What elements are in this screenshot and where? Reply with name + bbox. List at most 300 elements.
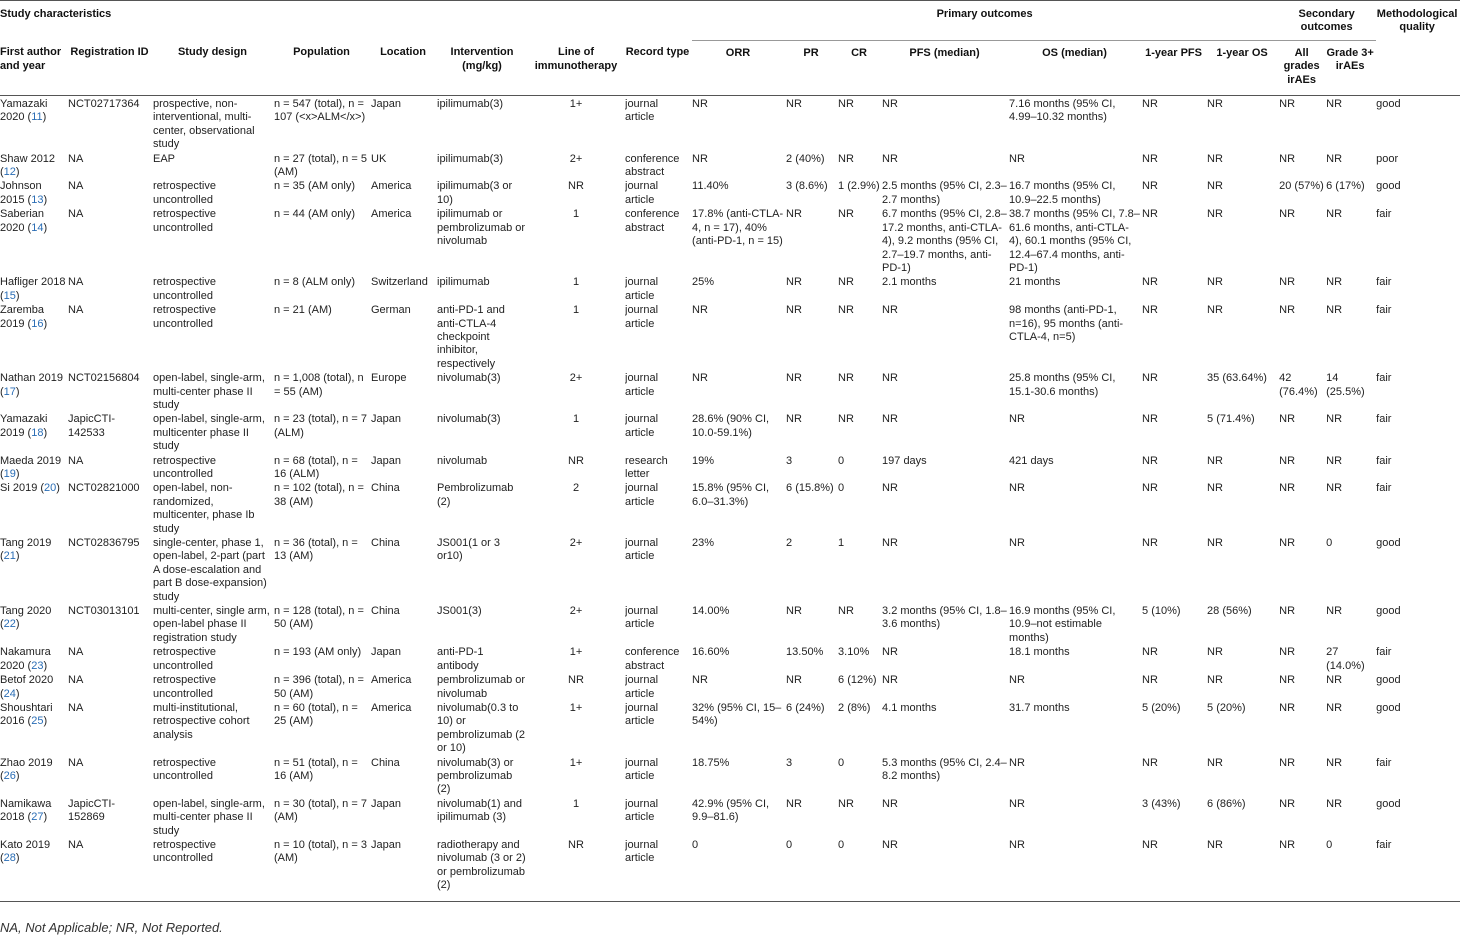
- cell-pr: 2: [786, 537, 793, 550]
- author-year: Yamazaki 2020: [0, 98, 48, 124]
- cell-line: 2+: [569, 152, 583, 165]
- cell-os1: NR: [1207, 454, 1223, 467]
- cell-pr: NR: [786, 605, 802, 618]
- cell-irae: 20 (57%): [1279, 180, 1324, 193]
- cell-design: retrospective uncontrolled: [153, 180, 216, 206]
- cell-orr: 15.8% (95% CI, 6.0–31.3%): [692, 482, 770, 508]
- cell-os1: NR: [1207, 98, 1223, 111]
- cell-population: n = 547 (total), n = 107 (<x>ALM</x>): [274, 98, 366, 124]
- table-row: [0, 412, 1460, 453]
- reference-link[interactable]: 27: [31, 811, 44, 824]
- cell-record: research letter: [625, 454, 668, 480]
- table-row: [0, 481, 1460, 536]
- cell-population: n = 51 (total), n = 16 (AM): [274, 756, 358, 782]
- cell-population: n = 44 (AM only): [274, 208, 356, 221]
- cell-os1: NR: [1207, 276, 1223, 289]
- cell-location: Japan: [371, 797, 401, 810]
- cell-pfs1: NR: [1142, 674, 1158, 687]
- cell-line: NR: [568, 454, 584, 467]
- cell-irae: NR: [1279, 701, 1296, 714]
- reference-link[interactable]: 14: [31, 221, 44, 234]
- cell-location: China: [371, 605, 400, 618]
- cell-intervention: nivolumab: [437, 454, 488, 467]
- table-row: [0, 303, 1460, 371]
- cell-line: NR: [568, 180, 584, 193]
- cell-reg: NA: [68, 276, 84, 289]
- cell-author: Tang 2020 (22): [0, 605, 52, 631]
- cell-orr: 19%: [692, 454, 715, 467]
- table-row: [0, 207, 1460, 275]
- cell-os1: 35 (63.64%): [1207, 372, 1267, 385]
- cell-reg: NA: [68, 756, 84, 769]
- group-methodological-quality: Methodological quality: [1376, 1, 1460, 41]
- column-header: Registration ID: [68, 40, 153, 95]
- cell-reg: NA: [68, 454, 84, 467]
- cell-reg: NCT02821000: [68, 482, 140, 495]
- cell-record: journal article: [625, 797, 659, 824]
- cell-intervention: radiotherapy and nivolumab (3 or 2) or pembrolizumab (2): [437, 838, 529, 901]
- column-header: Location: [371, 40, 437, 95]
- cell-author: Nakamura 2020 (23): [0, 646, 51, 672]
- group-primary-outcomes: Primary outcomes: [692, 1, 1279, 41]
- cell-g3: 27 (14.0%): [1326, 646, 1365, 672]
- cell-location: Japan: [371, 413, 401, 426]
- cell-location: America: [371, 674, 412, 687]
- cell-cr: NR: [838, 605, 854, 618]
- cell-population: n = 21 (AM): [274, 304, 332, 317]
- column-header: 1-year OS: [1207, 40, 1279, 95]
- author-year: Maeda 2019: [0, 454, 62, 467]
- author-year: Hafliger 2018: [0, 276, 66, 289]
- cell-pr: NR: [786, 304, 802, 317]
- cell-pfs: NR: [882, 838, 1009, 901]
- cell-irae: NR: [1279, 605, 1296, 618]
- author-year: Shoushtari 2016: [0, 701, 53, 728]
- cell-line: NR: [529, 838, 625, 901]
- cell-pr: 13.50%: [786, 646, 824, 659]
- cell-line: 2+: [569, 537, 583, 550]
- cell-irae: NR: [1279, 537, 1296, 550]
- table-footnote: NA, Not Applicable; NR, Not Reported.: [0, 920, 223, 935]
- cell-author: Kato 2019 (28): [0, 838, 68, 901]
- reference-link[interactable]: 18: [31, 426, 44, 439]
- cell-os: 18.1 months: [1009, 646, 1070, 659]
- cell-pfs1: NR: [1142, 454, 1158, 467]
- cell-record: journal article: [625, 605, 659, 631]
- cell-design: open-label, single-arm, multicenter phase II study: [153, 413, 265, 453]
- cell-irae: NR: [1279, 482, 1296, 495]
- cell-intervention: nivolumab(0.3 to 10) or pembrolizumab (2 or 10): [437, 701, 526, 755]
- cell-pfs1: NR: [1142, 756, 1158, 769]
- cell-cr: NR: [838, 98, 854, 111]
- group-header-row: [0, 1, 1460, 41]
- cell-g3: NR: [1326, 98, 1343, 111]
- cell-reg: JapicCTI-142533: [68, 413, 116, 439]
- cell-record: journal article: [625, 482, 659, 508]
- cell-pfs: NR: [882, 372, 898, 385]
- cell-quality: good: [1376, 605, 1401, 618]
- table-row: [0, 96, 1460, 152]
- cell-population: n = 102 (total), n = 38 (AM): [274, 482, 364, 508]
- cell-design: single-center, phase 1, open-label, 2-part (part A dose-escalation and part B dose-expansion) study: [153, 537, 267, 603]
- cell-irae: NR: [1279, 674, 1296, 687]
- cell-line: 2+: [569, 372, 583, 385]
- cell-intervention: ipilimumab(3 or 10): [437, 180, 513, 206]
- cell-quality: fair: [1376, 482, 1392, 495]
- reference-link[interactable]: 16: [31, 317, 44, 330]
- cell-intervention: Pembrolizumab (2): [437, 482, 514, 508]
- cell-population: n = 23 (total), n = 7 (ALM): [274, 413, 367, 439]
- cell-quality: fair: [1376, 413, 1392, 426]
- table-row: [0, 179, 1460, 207]
- cell-record: journal article: [625, 674, 659, 700]
- cell-author: Johnson 2015 (13): [0, 180, 48, 206]
- cell-pfs1: NR: [1142, 372, 1158, 385]
- cell-os1: NR: [1207, 304, 1223, 317]
- reference-link[interactable]: 11: [31, 111, 43, 124]
- cell-os1: 6 (86%): [1207, 797, 1246, 810]
- author-year: Si 2019: [0, 482, 38, 495]
- cell-os: 38.7 months (95% CI, 7.8–61.6 months, anti-CTLA-4), 60.1 months (95% CI, 12.4–67.4 months, anti-PD-1): [1009, 208, 1140, 274]
- cell-os1: NR: [1207, 482, 1223, 495]
- cell-design: multi-center, single arm, open-label phase II registration study: [153, 605, 270, 644]
- cell-quality: fair: [1376, 646, 1392, 659]
- cell-design: open-label, non-randomized, multicenter, phase Ib study: [153, 482, 255, 535]
- column-header: ORR: [692, 40, 786, 95]
- cell-os: 16.7 months (95% CI, 10.9–22.5 months): [1009, 180, 1116, 206]
- cell-line: NR: [568, 674, 584, 687]
- cell-population: n = 68 (total), n = 16 (ALM): [274, 454, 358, 480]
- cell-os1: NR: [1207, 537, 1223, 550]
- cell-g3: 14 (25.5%): [1326, 372, 1365, 398]
- author-year: Yamazaki 2019: [0, 413, 48, 439]
- cell-quality: fair: [1376, 756, 1392, 769]
- cell-location: German: [371, 304, 411, 317]
- cell-reg: NCT03013101: [68, 605, 140, 618]
- table-row: [0, 275, 1460, 303]
- table-row: [0, 645, 1460, 673]
- cell-record: journal article: [625, 838, 692, 901]
- cell-quality: poor: [1376, 152, 1399, 165]
- cell-quality: good: [1376, 180, 1401, 193]
- author-year: Nakamura 2020: [0, 646, 51, 672]
- cell-irae: NR: [1279, 454, 1296, 467]
- cell-cr: 3.10%: [838, 646, 870, 659]
- cell-pfs1: 3 (43%): [1142, 797, 1181, 810]
- cell-pfs1: 5 (20%): [1142, 701, 1181, 714]
- author-year: Zhao 2019: [0, 756, 53, 769]
- cell-pfs: NR: [882, 537, 898, 550]
- cell-author: Yamazaki 2020 (11): [0, 98, 48, 124]
- cell-design: retrospective uncontrolled: [153, 674, 216, 700]
- cell-pr: 6 (15.8%): [786, 482, 834, 495]
- column-header-row: [0, 40, 1460, 95]
- cell-author: Shaw 2012 (12): [0, 152, 56, 179]
- reference-link[interactable]: 21: [3, 550, 16, 563]
- cell-orr: 0: [692, 838, 786, 901]
- cell-author: Nathan 2019 (17): [0, 372, 63, 398]
- cell-irae: NR: [1279, 276, 1296, 289]
- cell-design: open-label, single-arm, multi-center phase II study: [153, 372, 265, 411]
- cell-pfs: NR: [882, 797, 898, 810]
- cell-pfs1: 5 (10%): [1142, 605, 1181, 618]
- group-secondary-outcomes: Secondary outcomes: [1279, 1, 1376, 41]
- column-header: OS (median): [1009, 40, 1142, 95]
- cell-reg: NCT02156804: [68, 372, 140, 385]
- reference-link[interactable]: 26: [3, 769, 16, 782]
- table-row: [0, 536, 1460, 604]
- cell-orr: 42.9% (95% CI, 9.9–81.6): [692, 797, 770, 824]
- reference-link[interactable]: 12: [3, 166, 16, 179]
- cell-design: open-label, single-arm, multi-center phase II study: [153, 797, 265, 837]
- column-header: Intervention (mg/kg): [437, 40, 529, 95]
- reference-link[interactable]: 13: [31, 193, 44, 206]
- cell-population: n = 10 (total), n = 3 (AM): [274, 838, 371, 901]
- reference-link[interactable]: 19: [3, 468, 16, 480]
- cell-pr: 3 (8.6%): [786, 180, 828, 193]
- table-row: [0, 756, 1460, 797]
- cell-location: China: [371, 537, 400, 550]
- cell-quality: good: [1376, 674, 1401, 687]
- reference-link[interactable]: 23: [31, 659, 44, 672]
- cell-design: multi-institutional, retrospective cohort analysis: [153, 701, 250, 741]
- cell-pr: NR: [786, 372, 802, 385]
- cell-pr: 2 (40%): [786, 152, 825, 165]
- cell-record: journal article: [625, 701, 659, 728]
- cell-intervention: nivolumab(3): [437, 372, 501, 385]
- cell-os: 31.7 months: [1009, 701, 1070, 714]
- table-row: [0, 701, 1460, 756]
- cell-line: 2: [572, 482, 580, 495]
- author-year: Tang 2020: [0, 605, 52, 618]
- cell-location: Japan: [371, 454, 401, 467]
- reference-link[interactable]: 22: [3, 618, 16, 631]
- table-row: [0, 604, 1460, 645]
- table-row: [0, 371, 1460, 412]
- cell-quality: good: [1376, 701, 1401, 714]
- cell-pr: 6 (24%): [786, 701, 825, 714]
- cell-record: journal article: [625, 180, 659, 206]
- cell-os1: NR: [1207, 838, 1279, 901]
- cell-population: n = 1,008 (total), n = 55 (AM): [274, 372, 364, 398]
- column-header: PFS (median): [882, 40, 1009, 95]
- cell-author: Zaremba 2019 (16): [0, 304, 48, 330]
- cell-reg: NA: [68, 180, 84, 193]
- cell-design: retrospective uncontrolled: [153, 304, 216, 330]
- cell-intervention: nivolumab(3): [437, 413, 501, 426]
- cell-irae: NR: [1279, 304, 1296, 317]
- cell-pr: NR: [786, 797, 802, 810]
- table-header: [0, 1, 1460, 96]
- cell-line: 1+: [569, 646, 583, 659]
- cell-quality: fair: [1376, 454, 1392, 467]
- cell-intervention: pembrolizumab or nivolumab: [437, 674, 526, 700]
- column-header: Study design: [153, 40, 274, 95]
- cell-irae: NR: [1279, 413, 1296, 426]
- cell-os: 98 months (anti-PD-1, n=16), 95 months (anti-CTLA-4, n=5): [1009, 304, 1124, 343]
- cell-os: NR: [1009, 537, 1025, 550]
- cell-os: NR: [1009, 838, 1142, 901]
- cell-author: Tang 2019 (21): [0, 537, 52, 563]
- cell-record: journal article: [625, 413, 659, 439]
- cell-os: NR: [1009, 797, 1025, 810]
- cell-irae: NR: [1279, 838, 1326, 901]
- author-year: Saberian 2020: [0, 208, 45, 234]
- cell-orr: 32% (95% CI, 15–54%): [692, 701, 782, 728]
- cell-design: retrospective uncontrolled: [153, 208, 216, 234]
- reference-link[interactable]: 20: [44, 482, 57, 495]
- cell-orr: NR: [692, 674, 708, 687]
- cell-pfs: NR: [882, 674, 898, 687]
- cell-pr: 3: [786, 756, 793, 769]
- cell-os1: NR: [1207, 152, 1223, 165]
- cell-line: 1: [572, 208, 580, 221]
- cell-cr: 0: [838, 482, 845, 495]
- reference-link[interactable]: 15: [3, 289, 16, 302]
- cell-line: 1+: [569, 756, 583, 769]
- cell-orr: 28.6% (90% CI, 10.0-59.1%): [692, 413, 770, 439]
- cell-population: n = 193 (AM only): [274, 646, 362, 659]
- cell-quality: fair: [1376, 838, 1460, 901]
- cell-quality: good: [1376, 797, 1401, 810]
- cell-line: 2+: [569, 605, 583, 618]
- cell-intervention: ipilimumab: [437, 276, 490, 289]
- cell-location: China: [371, 756, 400, 769]
- cell-g3: NR: [1326, 152, 1343, 165]
- cell-cr: NR: [838, 276, 854, 289]
- cell-g3: NR: [1326, 454, 1343, 467]
- cell-pfs1: NR: [1142, 413, 1158, 426]
- cell-cr: NR: [838, 413, 854, 426]
- cell-cr: 1 (2.9%): [838, 180, 880, 193]
- cell-quality: fair: [1376, 276, 1392, 289]
- cell-location: America: [371, 180, 412, 193]
- cell-pfs: 5.3 months (95% CI, 2.4–8.2 months): [882, 756, 1007, 782]
- cell-location: Japan: [371, 838, 437, 901]
- table-row: [0, 838, 1460, 901]
- cell-g3: NR: [1326, 413, 1343, 426]
- cell-irae: NR: [1279, 152, 1296, 165]
- author-year: Betof 2020: [0, 674, 54, 687]
- cell-pfs: 2.1 months: [882, 276, 937, 289]
- cell-author: Yamazaki 2019 (18): [0, 413, 48, 439]
- cell-author: Namikawa 2018 (27): [0, 797, 52, 824]
- cell-intervention: anti-PD-1 antibody: [437, 646, 484, 672]
- cell-author: Zhao 2019 (26): [0, 756, 53, 782]
- cell-author: Saberian 2020 (14): [0, 208, 48, 234]
- cell-record: conference abstract: [625, 152, 680, 179]
- column-header: All grades irAEs: [1279, 40, 1326, 95]
- cell-os: 7.16 months (95% CI, 4.99–10.32 months): [1009, 98, 1116, 124]
- cell-pfs: NR: [882, 152, 898, 165]
- cell-reg: NA: [68, 208, 84, 221]
- column-header: Grade 3+ irAEs: [1326, 40, 1376, 95]
- author-year: Shaw 2012: [0, 152, 56, 165]
- cell-cr: NR: [838, 208, 854, 221]
- cell-cr: NR: [838, 372, 854, 385]
- cell-pfs1: NR: [1142, 646, 1158, 659]
- cell-pfs: 197 days: [882, 454, 927, 467]
- reference-link[interactable]: 28: [3, 852, 16, 865]
- cell-reg: NA: [68, 152, 84, 165]
- cell-irae: NR: [1279, 98, 1296, 111]
- cell-pfs1: NR: [1142, 152, 1158, 165]
- cell-pfs: NR: [882, 482, 898, 495]
- cell-reg: JapicCTI-152869: [68, 797, 116, 824]
- cell-os: NR: [1009, 482, 1025, 495]
- cell-g3: NR: [1326, 276, 1343, 289]
- cell-irae: NR: [1279, 646, 1296, 659]
- table-row: [0, 152, 1460, 180]
- cell-cr: NR: [838, 152, 854, 165]
- cell-intervention: ipilimumab(3): [437, 98, 504, 111]
- cell-location: America: [371, 208, 412, 221]
- cell-pfs1: NR: [1142, 276, 1158, 289]
- author-year: Kato 2019: [0, 838, 51, 851]
- cell-os1: 5 (71.4%): [1207, 413, 1255, 426]
- cell-os1: NR: [1207, 756, 1223, 769]
- cell-pr: NR: [786, 276, 802, 289]
- cell-pfs1: NR: [1142, 537, 1158, 550]
- cell-population: n = 396 (total), n = 50 (AM): [274, 674, 364, 700]
- cell-g3: 6 (17%): [1326, 180, 1365, 193]
- cell-pfs1: NR: [1142, 208, 1158, 221]
- reference-link[interactable]: 25: [31, 715, 44, 728]
- cell-orr: 23%: [692, 537, 715, 550]
- cell-record: conference abstract: [625, 646, 680, 672]
- cell-population: n = 36 (total), n = 13 (AM): [274, 537, 358, 563]
- cell-location: China: [371, 482, 400, 495]
- cell-line: 1+: [569, 98, 583, 111]
- cell-pr: NR: [786, 208, 802, 221]
- cell-irae: 42 (76.4%): [1279, 372, 1318, 398]
- cell-os1: 28 (56%): [1207, 605, 1252, 618]
- reference-link[interactable]: 24: [3, 687, 16, 700]
- cell-pfs: 3.2 months (95% CI, 1.8–3.6 months): [882, 605, 1007, 631]
- reference-link[interactable]: 17: [3, 385, 16, 398]
- cell-orr: 14.00%: [692, 605, 730, 618]
- cell-population: n = 8 (ALM only): [274, 276, 356, 289]
- cell-location: America: [371, 701, 412, 714]
- column-header: 1-year PFS: [1142, 40, 1207, 95]
- cell-record: journal article: [625, 537, 659, 563]
- cell-design: prospective, non-interventional, multi-center, observational study: [153, 98, 255, 151]
- cell-cr: 1: [838, 537, 845, 550]
- cell-pfs: NR: [882, 98, 898, 111]
- cell-author: Si 2019 (20): [0, 482, 60, 495]
- cell-quality: good: [1376, 98, 1401, 111]
- cell-intervention: JS001(3): [437, 605, 482, 618]
- cell-record: journal article: [625, 98, 659, 124]
- cell-line: 1+: [569, 701, 583, 714]
- cell-pfs1: NR: [1142, 482, 1158, 495]
- cell-record: journal article: [625, 304, 659, 330]
- cell-author: Shoushtari 2016 (25): [0, 701, 53, 728]
- table-body: [0, 96, 1460, 902]
- cell-os1: 5 (20%): [1207, 701, 1246, 714]
- cell-pfs: 4.1 months: [882, 701, 937, 714]
- cell-design: retrospective uncontrolled: [153, 454, 216, 480]
- cell-reg: NA: [68, 701, 84, 714]
- cell-design: retrospective uncontrolled: [153, 276, 216, 302]
- cell-record: conference abstract: [625, 208, 680, 234]
- cell-os: 16.9 months (95% CI, 10.9–not estimable months): [1009, 605, 1116, 644]
- author-year: Zaremba 2019: [0, 304, 45, 330]
- cell-line: 1: [572, 304, 580, 317]
- cell-cr: NR: [838, 304, 854, 317]
- cell-population: n = 27 (total), n = 5 (AM): [274, 152, 367, 179]
- cell-reg: NA: [68, 674, 84, 687]
